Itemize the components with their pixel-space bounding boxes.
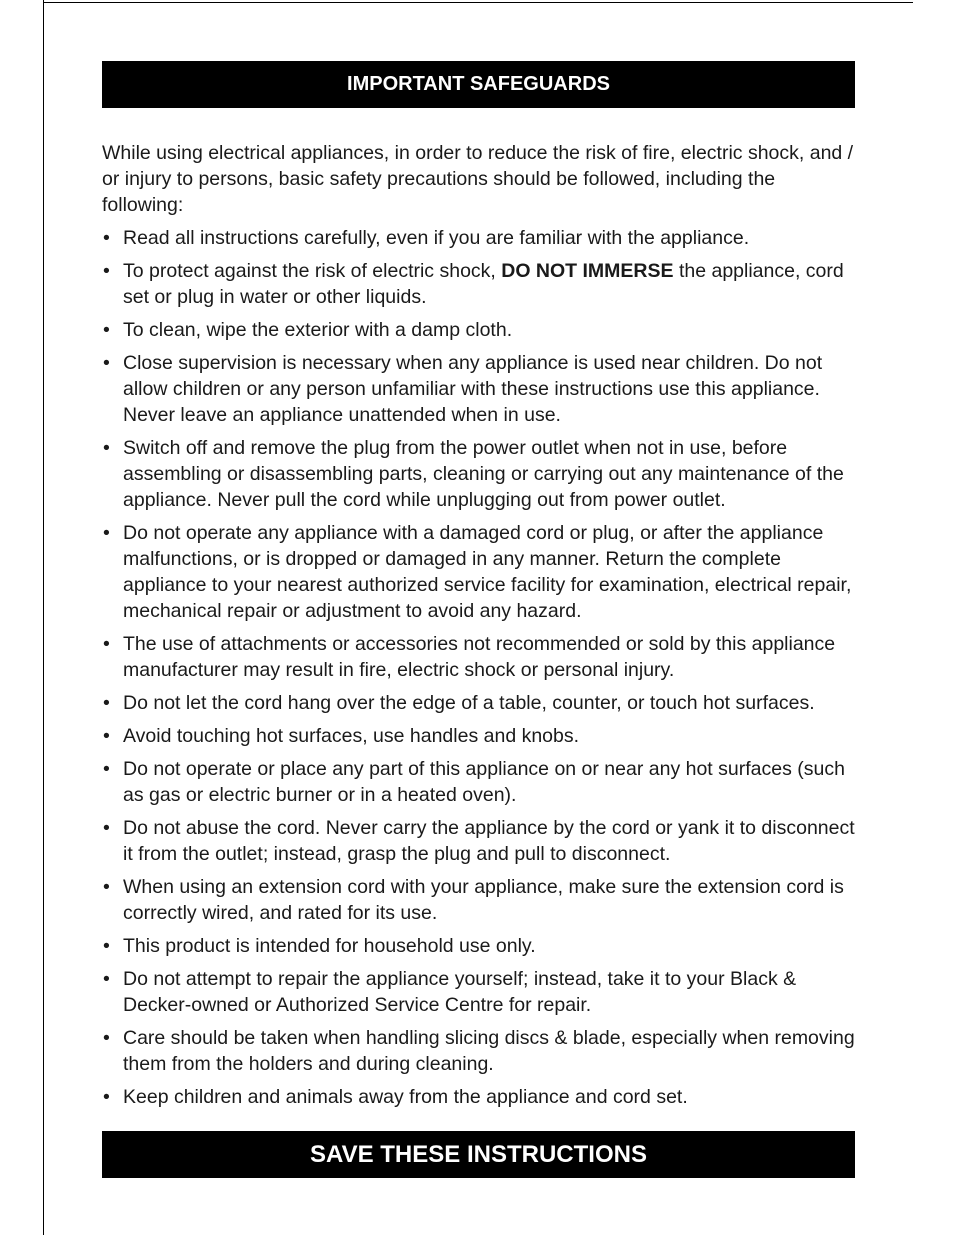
bullet-icon: • <box>103 352 110 374</box>
crop-mark-top <box>43 2 913 3</box>
bullet-icon: • <box>103 437 110 459</box>
list-item: • To protect against the risk of electric shock, DO NOT IMMERSE the appliance, cord set or plug in water or other liquids. <box>103 260 844 308</box>
crop-mark-left <box>43 0 44 1235</box>
list-item: • Do not let the cord hang over the edge of a table, counter, or touch hot surfaces. <box>103 692 815 714</box>
bullet-icon: • <box>103 817 110 839</box>
bullet-icon: • <box>103 692 110 714</box>
bullet-icon: • <box>103 319 110 341</box>
bullet-icon: • <box>103 522 110 544</box>
bullet-icon: • <box>103 1027 110 1049</box>
list-item: • Read all instructions carefully, even if you are familiar with the appliance. <box>103 227 750 249</box>
list-item: • This product is intended for household use only. <box>103 935 536 957</box>
list-item: • To clean, wipe the exterior with a damp cloth. <box>103 319 513 341</box>
bullet-icon: • <box>103 260 110 282</box>
list-item: • When using an extension cord with your appliance, make sure the extension cord is correctly wired, and rated for its use. <box>103 876 844 924</box>
list-item: • Do not operate any appliance with a damaged cord or plug, or after the appliance malfunctions, or is dropped or damaged in any manner. Return the complete appliance to your nearest authorized service facility for examination, electrical repair, mechanical repair or adjustment to avoid any hazard. <box>103 522 852 622</box>
bullet-icon: • <box>103 725 110 747</box>
intro-paragraph: While using electrical appliances, in order to reduce the risk of fire, electric shock, and / or injury to persons, basic safety precautions should be followed, including the following: <box>102 142 854 216</box>
list-item: • The use of attachments or accessories not recommended or sold by this appliance manufacturer may result in fire, electric shock or personal injury. <box>103 633 836 681</box>
bullet-icon: • <box>103 758 110 780</box>
list-item: • Care should be taken when handling slicing discs & blade, especially when removing them from the holders and during cleaning. <box>103 1027 855 1075</box>
list-item: • Do not abuse the cord. Never carry the appliance by the cord or yank it to disconnect it from the outlet; instead, grasp the plug and pull to disconnect. <box>103 817 855 865</box>
safeguards-heading: IMPORTANT SAFEGUARDS <box>102 61 855 108</box>
list-item: • Avoid touching hot surfaces, use handles and knobs. <box>103 725 580 747</box>
bullet-icon: • <box>103 968 110 990</box>
safeguards-list <box>102 225 855 1110</box>
do-not-immerse-warning: DO NOT IMMERSE <box>501 260 674 282</box>
list-item: • Close supervision is necessary when any appliance is used near children. Do not allow children or any person unfamiliar with these instructions use this appliance. Never leave an appliance unattended when in use. <box>103 352 823 426</box>
bullet-icon: • <box>103 1086 110 1108</box>
bullet-icon: • <box>103 935 110 957</box>
list-item: • Do not attempt to repair the appliance yourself; instead, take it to your Black & Decker-owned or Authorized Service Centre for repair. <box>103 968 797 1016</box>
bullet-icon: • <box>103 876 110 898</box>
list-item: • Keep children and animals away from the appliance and cord set. <box>103 1086 688 1108</box>
bullet-icon: • <box>103 633 110 655</box>
safeguards-content <box>102 140 855 1117</box>
list-item: • Switch off and remove the plug from the power outlet when not in use, before assembling or disassembling parts, cleaning or carrying out any maintenance of the appliance. Never pull the cord while unplugging out from power outlet. <box>103 437 844 511</box>
bullet-icon: • <box>103 227 110 249</box>
save-instructions-banner: SAVE THESE INSTRUCTIONS <box>102 1131 855 1178</box>
list-item: • Do not operate or place any part of this appliance on or near any hot surfaces (such as gas or electric burner or in a heated oven). <box>103 758 845 806</box>
